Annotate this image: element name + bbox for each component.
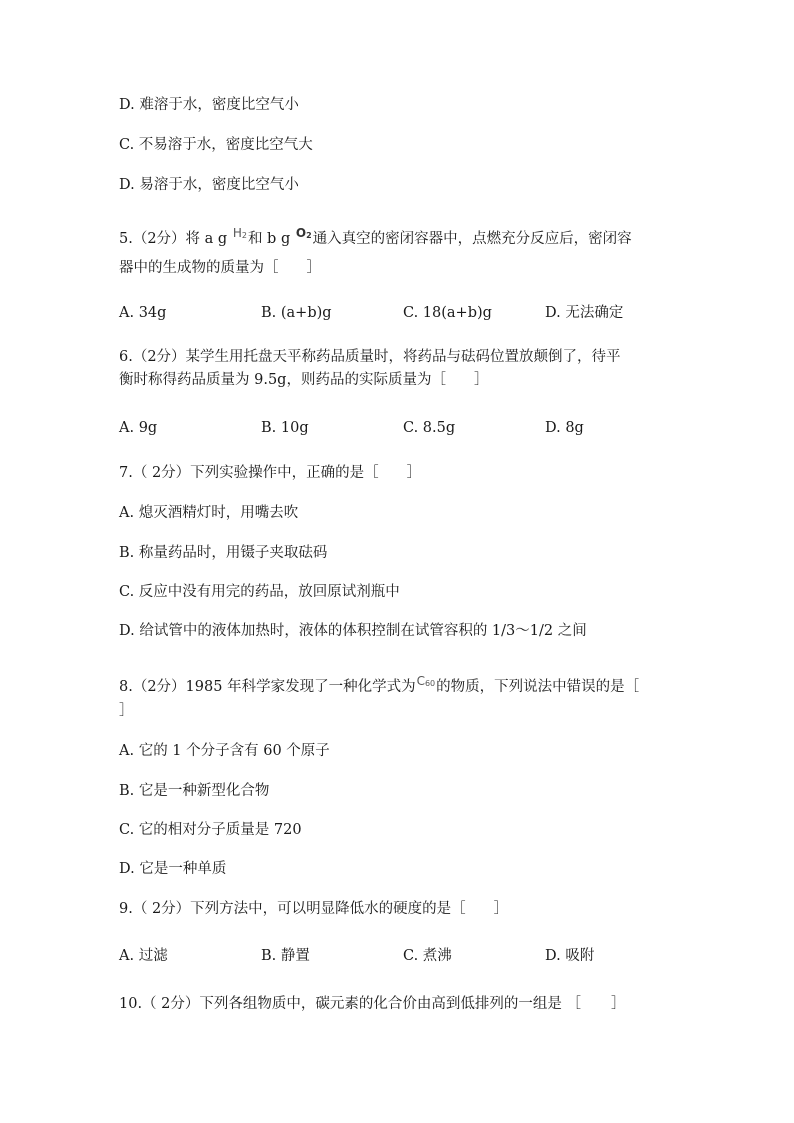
h2-formula: H2: [232, 226, 247, 240]
q6-option-a: A. 9g: [119, 420, 158, 436]
q8-option-b: B. 它是一种新型化合物: [119, 783, 270, 799]
q6-option-c: C. 8.5g: [403, 420, 456, 436]
q7-option-b: B. 称量药品时，用镊子夹取砝码: [119, 545, 328, 561]
q9-option-d: D. 吸附: [545, 948, 595, 964]
option-d-prev: D. 难溶于水，密度比空气小: [119, 97, 299, 113]
q5-option-a: A. 34g: [119, 305, 167, 321]
q9-option-a: A. 过滤: [119, 948, 168, 964]
q5-suffix: 通入真空的密闭容器中，点燃充分反应后，密闭容: [312, 231, 632, 247]
question-5-line-2: 器中的生成物的质量为［ ］: [119, 260, 321, 276]
option-c-prev: C. 不易溶于水，密度比空气大: [119, 137, 313, 153]
q9-option-b: B. 静置: [261, 948, 310, 964]
question-8-line-1: 8.（2分）1985 年科学家发现了一种化学式为C60的物质，下列说法中错误的是［: [119, 677, 639, 700]
q5-prefix: 5.（2分）将 a g: [119, 231, 232, 247]
o2-formula: O2: [295, 226, 312, 240]
question-5-line-1: [119, 226, 632, 252]
q5-option-c: C. 18(a+b)g: [403, 305, 492, 321]
option-d2-prev: D. 易溶于水，密度比空气小: [119, 177, 299, 193]
q7-option-c: C. 反应中没有用完的药品，放回原试剂瓶中: [119, 584, 400, 600]
q5-option-d: D. 无法确定: [545, 305, 624, 321]
q6-option-d: D. 8g: [545, 420, 584, 436]
c60-formula: C60: [416, 674, 436, 688]
question-8-line-2: ］: [119, 703, 134, 719]
q7-option-a: A. 熄灭酒精灯时，用嘴去吹: [119, 505, 299, 521]
question-6-line-1: 6.（2分）某学生用托盘天平称药品质量时，将药品与砝码位置放颠倒了，待平: [119, 349, 621, 365]
q6-option-b: B. 10g: [261, 420, 309, 436]
question-7-stem: 7.（ 2分）下列实验操作中，正确的是［ ］: [119, 465, 422, 481]
q8-option-d: D. 它是一种单质: [119, 861, 227, 877]
q5-option-b: B. (a+b)g: [261, 305, 332, 321]
q8-option-a: A. 它的 1 个分子含有 60 个原子: [119, 743, 330, 759]
q9-option-c: C. 煮沸: [403, 948, 452, 964]
question-10-stem: 10.（ 2分）下列各组物质中，碳元素的化合价由高到低排列的一组是 ［ ］: [119, 996, 626, 1012]
q8-option-c: C. 它的相对分子质量是 720: [119, 822, 302, 838]
q5-mid: 和 b g: [247, 231, 295, 247]
question-6-line-2: 衡时称得药品质量为 9.5g，则药品的实际质量为［ ］: [119, 372, 489, 388]
question-9-stem: 9.（ 2分）下列方法中，可以明显降低水的硬度的是［ ］: [119, 901, 509, 917]
q7-option-d: D. 给试管中的液体加热时，液体的体积控制在试管容积的 1/3～1/2 之间: [119, 623, 587, 639]
